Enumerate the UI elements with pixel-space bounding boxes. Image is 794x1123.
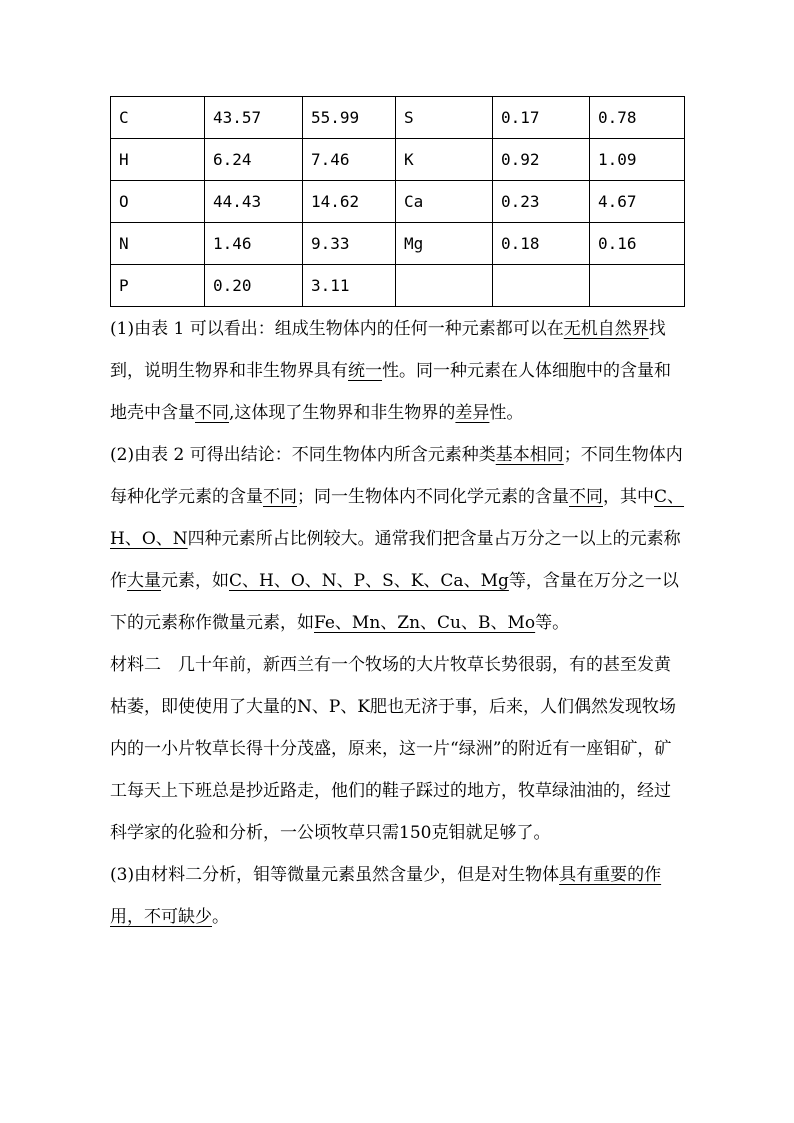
table-cell: 0.78 — [590, 97, 685, 139]
table-cell: 14.62 — [303, 181, 396, 223]
answer-underline: 无机自然界 — [563, 319, 649, 339]
table-cell: 0.18 — [493, 223, 590, 265]
answer-underline: 不同 — [569, 487, 603, 507]
answer-underline: 统一 — [348, 361, 382, 381]
table-cell: K — [396, 139, 493, 181]
table-cell: C — [111, 97, 205, 139]
question-1-text: ,这体现了生物界和非生物界的 — [229, 403, 456, 423]
table-cell: 6.24 — [205, 139, 303, 181]
question-1-text: 性。 — [489, 403, 524, 423]
answer-underline: 不同 — [263, 487, 297, 507]
table-cell: P — [111, 265, 205, 307]
question-2-text: 元素，如 — [161, 571, 229, 591]
table-row — [111, 97, 685, 139]
question-3-text: 。 — [212, 907, 229, 927]
table-row — [111, 139, 685, 181]
material-2-paragraph: 材料二 几十年前，新西兰有一个牧场的大片牧草长势很弱，有的甚至发黄枯萎，即使使用了大量的N、P、K肥也无济于事，后来，人们偶然发现牧场内的一小片牧草长得十分茂盛，原来，这一片“绿洲”的附近有一座钼矿，矿工每天上下班总是抄近路走，他们的鞋子踩过的地方，牧草绿油油的，经过科学家的化验和分析，一公顷牧草只需150克钼就足够了。 — [110, 655, 677, 843]
table-row — [111, 223, 685, 265]
table-cell: 1.46 — [205, 223, 303, 265]
table-cell: Mg — [396, 223, 493, 265]
table-cell: 0.20 — [205, 265, 303, 307]
table-cell: 43.57 — [205, 97, 303, 139]
table-cell — [590, 265, 685, 307]
question-2-paragraph — [110, 434, 685, 644]
question-2-text: ；不同生物体内每种化学元素的含量 — [110, 445, 683, 507]
question-2-text: 等，含量在万分之一以下的元素称作微量元素，如 — [110, 571, 679, 633]
answer-underline: 大量 — [127, 571, 161, 591]
question-2-text: ，其中 — [603, 487, 654, 507]
answer-underline: 具有重要的作用，不可缺少 — [110, 865, 662, 927]
answer-underline: Fe、Mn、Zn、Cu、B、Mo — [314, 613, 536, 633]
question-3-text: (3)由材料二分析，钼等微量元素虽然含量少，但是对生物体 — [110, 865, 560, 885]
table-cell: 1.09 — [590, 139, 685, 181]
question-2-text: (2)由表 2 可得出结论：不同生物体内所含元素种类 — [110, 445, 496, 465]
table-cell: 0.92 — [493, 139, 590, 181]
question-1-paragraph — [110, 308, 685, 434]
table-cell: 4.67 — [590, 181, 685, 223]
answer-underline: 不同 — [195, 403, 229, 423]
answer-underline: C、H、O、N、P、S、K、Ca、Mg — [229, 571, 509, 591]
table-cell: 55.99 — [303, 97, 396, 139]
answer-underline: 差异 — [455, 403, 490, 423]
question-2-text: 等。 — [535, 613, 570, 633]
table-cell: S — [396, 97, 493, 139]
question-1-text: 找到，说明生物界和非生物界具有 — [110, 319, 666, 381]
table-cell: 7.46 — [303, 139, 396, 181]
answer-underline: C、H、O、N — [110, 487, 685, 549]
table-cell: Ca — [396, 181, 493, 223]
table-row — [111, 265, 685, 307]
table-cell: 0.16 — [590, 223, 685, 265]
document-text — [110, 308, 685, 938]
table-row — [111, 181, 685, 223]
table-cell: O — [111, 181, 205, 223]
element-content-table — [110, 96, 685, 307]
table-cell: 44.43 — [205, 181, 303, 223]
table-cell: 0.17 — [493, 97, 590, 139]
table-cell: 9.33 — [303, 223, 396, 265]
table-cell: 0.23 — [493, 181, 590, 223]
table-cell: H — [111, 139, 205, 181]
question-1-text: 性。同一种元素在人体细胞中的含量和地壳中含量 — [110, 361, 671, 423]
table-cell: N — [111, 223, 205, 265]
answer-underline: 基本相同 — [495, 445, 564, 465]
question-2-text: ；同一生物体内不同化学元素的含量 — [297, 487, 569, 507]
table-cell — [396, 265, 493, 307]
table-cell — [493, 265, 590, 307]
table-cell: 3.11 — [303, 265, 396, 307]
question-1-text: (1)由表 1 可以看出：组成生物体内的任何一种元素都可以在 — [110, 319, 564, 339]
question-3-paragraph — [110, 854, 685, 938]
question-2-text: 四种元素所占比例较大。通常我们把含量占万分之一以上的元素称作 — [110, 529, 681, 591]
